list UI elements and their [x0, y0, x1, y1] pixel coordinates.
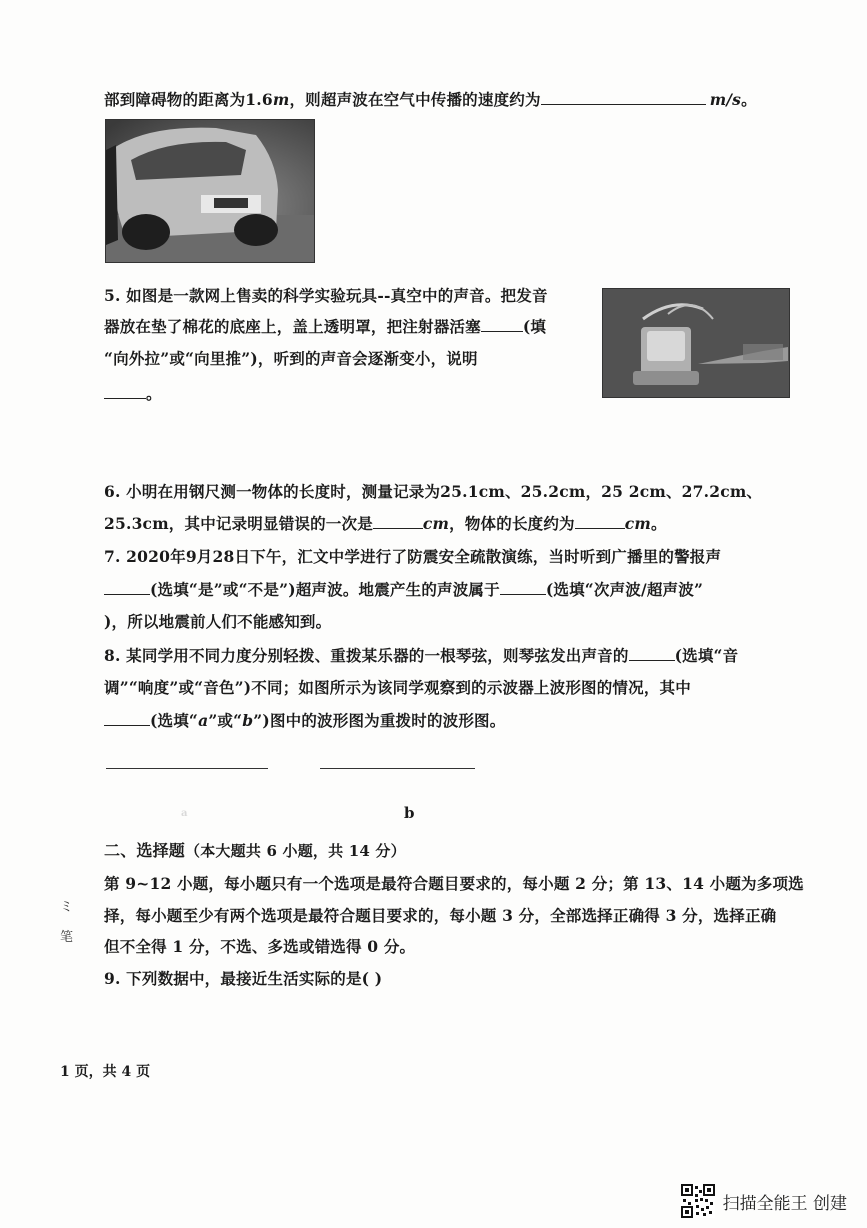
q6-line2-text-b: ，物体的长度约为 — [449, 514, 575, 533]
waveform-b-baseline — [320, 768, 475, 769]
footer-page-number — [60, 1061, 150, 1081]
q5-line3 — [104, 347, 478, 369]
q6-unit-2: cm — [624, 514, 651, 533]
q8-line1-text-b: (选填“音 — [674, 646, 739, 665]
q5-blank-2[interactable] — [104, 384, 146, 399]
q4-end: 。 — [741, 90, 757, 109]
q7-line2-text-a: (选填“是”或“不是”)超声波。地震产生的声波属于 — [150, 580, 500, 599]
waveform-b-label-text: b — [404, 804, 415, 822]
q7-line2-text-b: (选填“次声波/超声波” — [545, 580, 704, 599]
waveform-b-label — [404, 804, 415, 822]
q4-tail-after: ，则超声波在空气中传播的速度约为 — [289, 90, 541, 109]
section2-instr3-text: 但不全得 1 分，不选、多选或错选得 0 分。 — [104, 937, 416, 956]
q5-line4-end: 。 — [146, 384, 162, 403]
q6-line1-text: 6. 小明在用钢尺测一物体的长度时，测量记录为25.1cm、25.2cm，25 2cm、27.2cm、 — [104, 482, 763, 501]
q8-line3-text-b: ”)图中的波形图为重拨时的波形图。 — [253, 711, 506, 730]
q7-line2 — [104, 578, 703, 600]
q8-var-b: b — [242, 711, 254, 730]
q8-line3-mid: ”或“ — [208, 711, 243, 730]
section2-title: 二、选择题 — [104, 841, 186, 860]
margin-mark-2-text: 笔 — [60, 930, 74, 945]
waveform-a-label — [181, 808, 188, 819]
q8-line1-text-a: 8. 某同学用不同力度分别轻拨、重拨某乐器的一根琴弦，则琴弦发出声音的 — [104, 646, 629, 665]
q8-blank-1[interactable] — [629, 646, 675, 661]
q4-tail-text: 部到障碍物的距离为1.6 — [104, 90, 273, 109]
q4-answer-blank[interactable] — [541, 90, 706, 105]
q8-line2 — [104, 676, 691, 698]
q8-var-a: a — [198, 711, 209, 730]
waveform-a-baseline — [106, 768, 268, 769]
q5-line2-text-b: (填 — [522, 317, 547, 336]
vacuum-toy-photo — [602, 288, 790, 398]
margin-mark-1-text: ミ — [60, 900, 74, 915]
waveform-a-label-text: a — [181, 808, 188, 819]
q6-blank-2[interactable] — [575, 514, 625, 529]
q7-line3 — [104, 610, 331, 632]
section2-instr2 — [104, 904, 776, 926]
q6-line1 — [104, 480, 762, 502]
q7-blank-1[interactable] — [104, 580, 150, 595]
q6-line2 — [104, 512, 667, 534]
scanner-watermark — [681, 1184, 847, 1218]
q5-line4 — [104, 382, 162, 404]
section2-instr1 — [104, 872, 804, 894]
section2-instr1-text: 第 9~12 小题，每小题只有一个选项是最符合题目要求的，每小题 2 分；第 13、14 小题为多项选 — [104, 874, 804, 893]
section2-subtitle: （本大题共 6 小题，共 14 分） — [185, 842, 406, 860]
car-image — [106, 120, 314, 262]
qr-code-icon — [681, 1184, 715, 1218]
q5-line2-text-a: 器放在垫了棉花的底座上，盖上透明罩，把注射器活塞 — [104, 317, 481, 336]
section2-heading — [104, 838, 406, 861]
q8-line2-text: 调”“响度”或“音色”)不同；如图所示为该同学观察到的示波器上波形图的情况，其中 — [104, 678, 691, 697]
q4-unit: m/s — [709, 90, 742, 109]
vacuum-toy-image — [603, 289, 789, 397]
q6-blank-1[interactable] — [373, 514, 423, 529]
car-photo — [105, 119, 315, 263]
q5-line1 — [104, 284, 548, 306]
qr-code-graphic — [681, 1184, 715, 1218]
q8-line1 — [104, 644, 738, 666]
q6-line2-end: 。 — [651, 514, 667, 533]
q5-line2 — [104, 315, 546, 337]
q5-line1-text: 5. 如图是一款网上售卖的科学实验玩具--真空中的声音。把发音 — [104, 286, 548, 305]
q4-tail-line — [104, 88, 757, 110]
q4-m-unit: m — [272, 90, 290, 109]
q7-line1-text: 7. 2020年9月28日下午，汇文中学进行了防震安全疏散演练，当时听到广播里的警报声 — [104, 547, 722, 566]
margin-mark-2 — [60, 926, 73, 945]
q5-line3-text: “向外拉”或“向里推”)，听到的声音会逐渐变小，说明 — [104, 349, 478, 368]
watermark-text: 扫描全能王 创建 — [722, 1193, 847, 1214]
q7-blank-2[interactable] — [500, 580, 546, 595]
q8-blank-2[interactable] — [104, 711, 150, 726]
q8-line3-text-a: (选填“ — [150, 711, 199, 730]
q7-line1 — [104, 545, 721, 567]
q8-line3 — [104, 709, 505, 731]
q6-line2-text-a: 25.3cm，其中记录明显错误的一次是 — [104, 514, 373, 533]
section2-instr3 — [104, 935, 415, 957]
footer-page-text: 1 页，共 4 页 — [60, 1064, 151, 1080]
margin-mark-1 — [60, 896, 73, 915]
q6-unit-1: cm — [422, 514, 450, 533]
q5-blank-1[interactable] — [481, 317, 523, 332]
q9-line — [104, 967, 382, 989]
section2-instr2-text: 择，每小题至少有两个选项是最符合题目要求的，每小题 3 分，全部选择正确得 3 分，选择正确 — [104, 906, 777, 925]
q9-text: 9. 下列数据中，最接近生活实际的是( ) — [104, 969, 383, 988]
q7-line3-text: )，所以地震前人们不能感知到。 — [104, 612, 332, 631]
